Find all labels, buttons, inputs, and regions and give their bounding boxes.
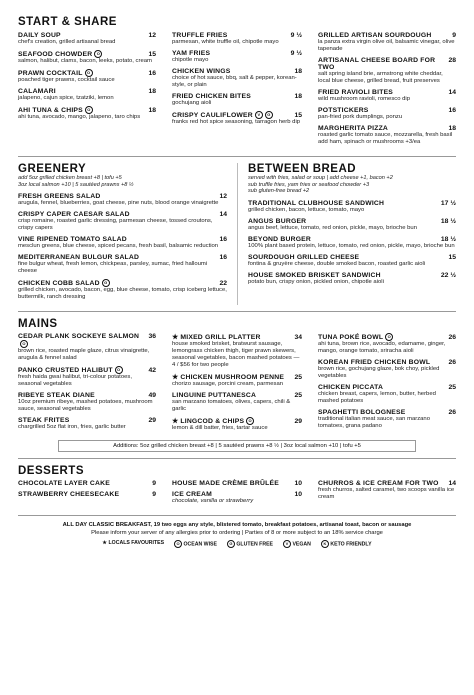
keto-icon: K [321, 540, 329, 548]
menu-item: SEAFOOD CHOWDER O 15 salmon, halibut, clams, bacon, leeks, potato, cream [18, 50, 156, 64]
menu-item: PRAWN COCKTAIL O 16 poached tiger prawns, cocktail sauce [18, 69, 156, 83]
legend-gluten-free: G GLUTEN FREE [225, 540, 273, 548]
legend [18, 540, 456, 548]
bread-note: sub gluten-free bread +2 [248, 188, 310, 195]
start-share-col1 [18, 32, 164, 150]
legend-ocean-wise: O OCEAN WISE [172, 540, 217, 548]
start-share-section [18, 0, 456, 150]
menu-item: STRAWBERRY CHEESECAKE 9 [18, 491, 156, 499]
mains-col2 [164, 333, 310, 436]
menu-item: POTSTICKERS 16 pan-fried pork dumplings, ponzu [318, 107, 456, 120]
menu-item: MARGHERITA PIZZA 18 roasted garlic tomato sauce, mozzarella, fresh basil add ham, spinach or mushrooms +3/ea [318, 125, 456, 145]
menu-item: STEAK FRITES 29 chargrilled 5oz flat iron, fries, garlic butter [18, 417, 156, 431]
menu-item: HOUSE SMOKED BRISKET SANDWICH 22 ½ potato bun, crispy onion, pickled onion, chipotle aioli [248, 271, 456, 285]
legend-vegan: V VEGAN [281, 540, 311, 548]
greenery-section [18, 163, 237, 305]
menu-item: AHI TUNA & CHIPS O 18 ahi tuna, avocado, mango, jalapeno, taro chips [18, 106, 156, 120]
ocean-wise-icon: O [385, 333, 393, 341]
menu-item: TRUFFLE FRIES 9 ½ parmesan, white truffle oil, chipotle mayo [172, 32, 302, 45]
menu-item: VINE RIPENED TOMATO SALAD 16 mesclun greens, blue cheese, spiced pecans, fresh basil, balsamic reduction [18, 236, 227, 250]
ocean-wise-icon: O [174, 540, 182, 548]
mains-section [18, 318, 456, 452]
mains-col1 [18, 333, 164, 436]
desserts-section [18, 465, 456, 509]
additions-box: Additions: 5oz grilled chicken breast +8 | 5 sautéed prawns +8 ½ | 3oz local salmon +10 | tofu +5 [58, 440, 416, 452]
menu-item: CHICKEN COBB SALAD G 22 grilled chicken, avocado, bacon, egg, blue cheese, tomato, crisp iceberg lettuce, buttermilk, ranch dressing [18, 279, 227, 301]
menu-item: CEDAR PLANK SOCKEYE SALMONO 36 brown rice, roasted maple glaze, citrus vinaigrette, arugula & fennel salad [18, 333, 156, 362]
menu-item: FRESH GREENS SALAD 12 arugula, fennel, blueberries, goat cheese, pine nuts, blood orange vinaigrette [18, 193, 227, 207]
bread-note: served with fries, salad or soup | add cheese +1, bacon +2 [248, 175, 393, 181]
menu-item: SOURDOUGH GRILLED CHEESE 15 fontina & gruyère cheese, double smoked bacon, roasted garlic aioli [248, 253, 456, 267]
start-share-title: START & SHARE [18, 16, 117, 28]
menu-item: TUNA POKÉ BOWL O 26 ahi tuna, brown rice, avocado, edamame, ginger, mango, orange tomato, sriracha aioli [318, 333, 456, 355]
menu-item: CRISPY CAULIFLOWER V G 15 franks red hot spice seasoning, tarragon herb dip [172, 111, 302, 125]
ocean-wise-icon: O [246, 417, 254, 425]
menu-item: YAM FRIES 9 ½ chipotle mayo [172, 50, 302, 63]
desserts-col2 [164, 480, 310, 509]
legend-locals-favourites: ★ LOCALS FAVOURITES [102, 540, 165, 547]
mains-title: MAINS [18, 318, 58, 331]
menu-item: CHICKEN PICCATA 25 chicken breast, capers, lemon, butter, herbed mashed potatoes [318, 384, 456, 405]
between-bread-section [237, 163, 456, 305]
menu-item: PANKO CRUSTED HALIBUT O 42 fresh haida gwai halibut, tri-colour potatoes, seasonal vegetables [18, 366, 156, 388]
menu-item: ★ LINGCOD & CHIPS O 29 lemon & dill batter, fries, tartar sauce [172, 418, 302, 432]
menu-item: SPAGHETTI BOLOGNESE 26 traditional italian meat sauce, san marzano tomatoes, grana padano [318, 409, 456, 430]
menu-item: CHOCOLATE LAYER CAKE 9 [18, 480, 156, 488]
menu-item: LINGUINE PUTTANESCA 25 san marzano tomatoes, olives, capers, chili & garlic [172, 392, 302, 413]
menu-item: ★ CHICKEN MUSHROOM PENNE 25 chorizo sausage, porcini cream, parmesan [172, 374, 302, 388]
gluten-free-icon: G [227, 540, 235, 548]
menu-item: HOUSE MADE CRÈME BRÛLÉE 10 [172, 480, 302, 488]
breakfast-line: ALL DAY CLASSIC BREAKFAST, 19 two eggs any style, blistered tomato, breakfast potatoes, artisanal toast, bacon or sausage [62, 522, 412, 529]
menu-item: ARTISANAL CHEESE BOARD FOR TWO 28 salt spring island brie, armstrong white cheddar, local blue cheese, grilled bread, fruit preserves [318, 57, 456, 84]
ocean-wise-icon: O [115, 366, 123, 374]
menu-item: RIBEYE STEAK DIANE 49 10oz premium ribeye, mashed potatoes, mushroom sauce, seasonal vegetables [18, 392, 156, 413]
mains-col3 [310, 333, 456, 436]
menu-item: CHURROS & ICE CREAM FOR TWO 14 fresh churros, salted caramel, two scoops vanilla ice cream [318, 480, 456, 501]
divider [18, 458, 456, 459]
ocean-wise-icon: O [85, 69, 93, 77]
menu-item: ANGUS BURGER 18 ½ angus beef, lettuce, tomato, red onion, pickle, mayo, brioche bun [248, 217, 456, 231]
ocean-wise-icon: O [85, 106, 93, 114]
greenery-title: GREENERY [18, 163, 87, 175]
greenery-note: 3oz local salmon +10 | 5 sautéed prawns +8 ½ [18, 181, 134, 188]
desserts-col3 [310, 480, 456, 509]
legend-keto-friendly: K KETO FRIENDLY [319, 540, 372, 548]
ocean-wise-icon: O [94, 50, 102, 58]
menu-item: FRIED RAVIOLI BITES 14 wild mushroom ravioli, romesco dip [318, 89, 456, 102]
footer [18, 521, 456, 548]
start-share-col3 [310, 32, 456, 150]
menu-item: ★ MIXED GRILL PLATTER 34 house smoked brisket, bratwurst sausage, lemongrass chicken thigh, tiger prawn skewers, seasonal vegetables, bacon mashed potatoes — 4 / $56 for two people [172, 334, 302, 369]
menu-item: ICE CREAM 10 chocolate, vanilla or strawberry [172, 491, 302, 505]
desserts-col1 [18, 480, 164, 509]
menu-item: KOREAN FRIED CHICKEN BOWL 26 brown rice, gochujang glaze, bok choy, pickled vegetables [318, 359, 456, 380]
vegan-icon: V [255, 111, 263, 119]
menu-item: FRIED CHICKEN BITES 18 gochujang aioli [172, 93, 302, 106]
menu-item: CRISPY CAPER CAESAR SALAD 14 crisp romaine, roasted garlic dressing, parmesan cheese, tossed croutons, crispy capers [18, 211, 227, 232]
menu-item: CALAMARI 18 jalapeno, cajun spice, tzatziki, lemon [18, 88, 156, 101]
divider [18, 156, 456, 157]
greenery-bread-section [18, 163, 456, 305]
start-share-col2 [164, 32, 310, 150]
gluten-free-icon: G [102, 279, 110, 287]
vegan-icon: V [283, 540, 291, 548]
desserts-title: DESSERTS [18, 465, 84, 478]
menu-item: CHICKEN WINGS 18 choice of hot sauce, bbq, salt & pepper, korean-style, or plain [172, 68, 302, 88]
divider [18, 311, 456, 312]
menu-item: GRILLED ARTISAN SOURDOUGH 9 la panza extra virgin olive oil, balsamic vinegar, olive tapenade [318, 32, 456, 52]
menu-item: BEYOND BURGER 18 ½ 100% plant based protein, lettuce, tomato, red onion, pickle, mayo, brioche bun [248, 235, 456, 249]
between-bread-title: BETWEEN BREAD [248, 163, 357, 175]
divider [18, 515, 456, 516]
allergy-line: Please inform your server of any allergies prior to ordering | Parties of 8 or more subject to an 18% service charge [91, 530, 383, 537]
menu-item: MEDITERRANEAN BULGUR SALAD 16 fine bulgur wheat, fresh lemon, chickpeas, parsley, sumac, fried halloumi cheese [18, 254, 227, 275]
ocean-wise-icon: O [20, 340, 28, 348]
gluten-free-icon: G [265, 111, 273, 119]
greenery-note: add 5oz grilled chicken breast +8 | tofu +5 [18, 175, 122, 181]
menu-item: DAILY SOUP 12 chef's creation, grilled artisanal bread [18, 32, 156, 45]
menu-item: TRADITIONAL CLUBHOUSE SANDWICH 17 ½ grilled chicken, bacon, lettuce, tomato, mayo [248, 199, 456, 213]
bread-note: sub truffle fries, yam fries or seafood chowder +3 [248, 181, 370, 188]
